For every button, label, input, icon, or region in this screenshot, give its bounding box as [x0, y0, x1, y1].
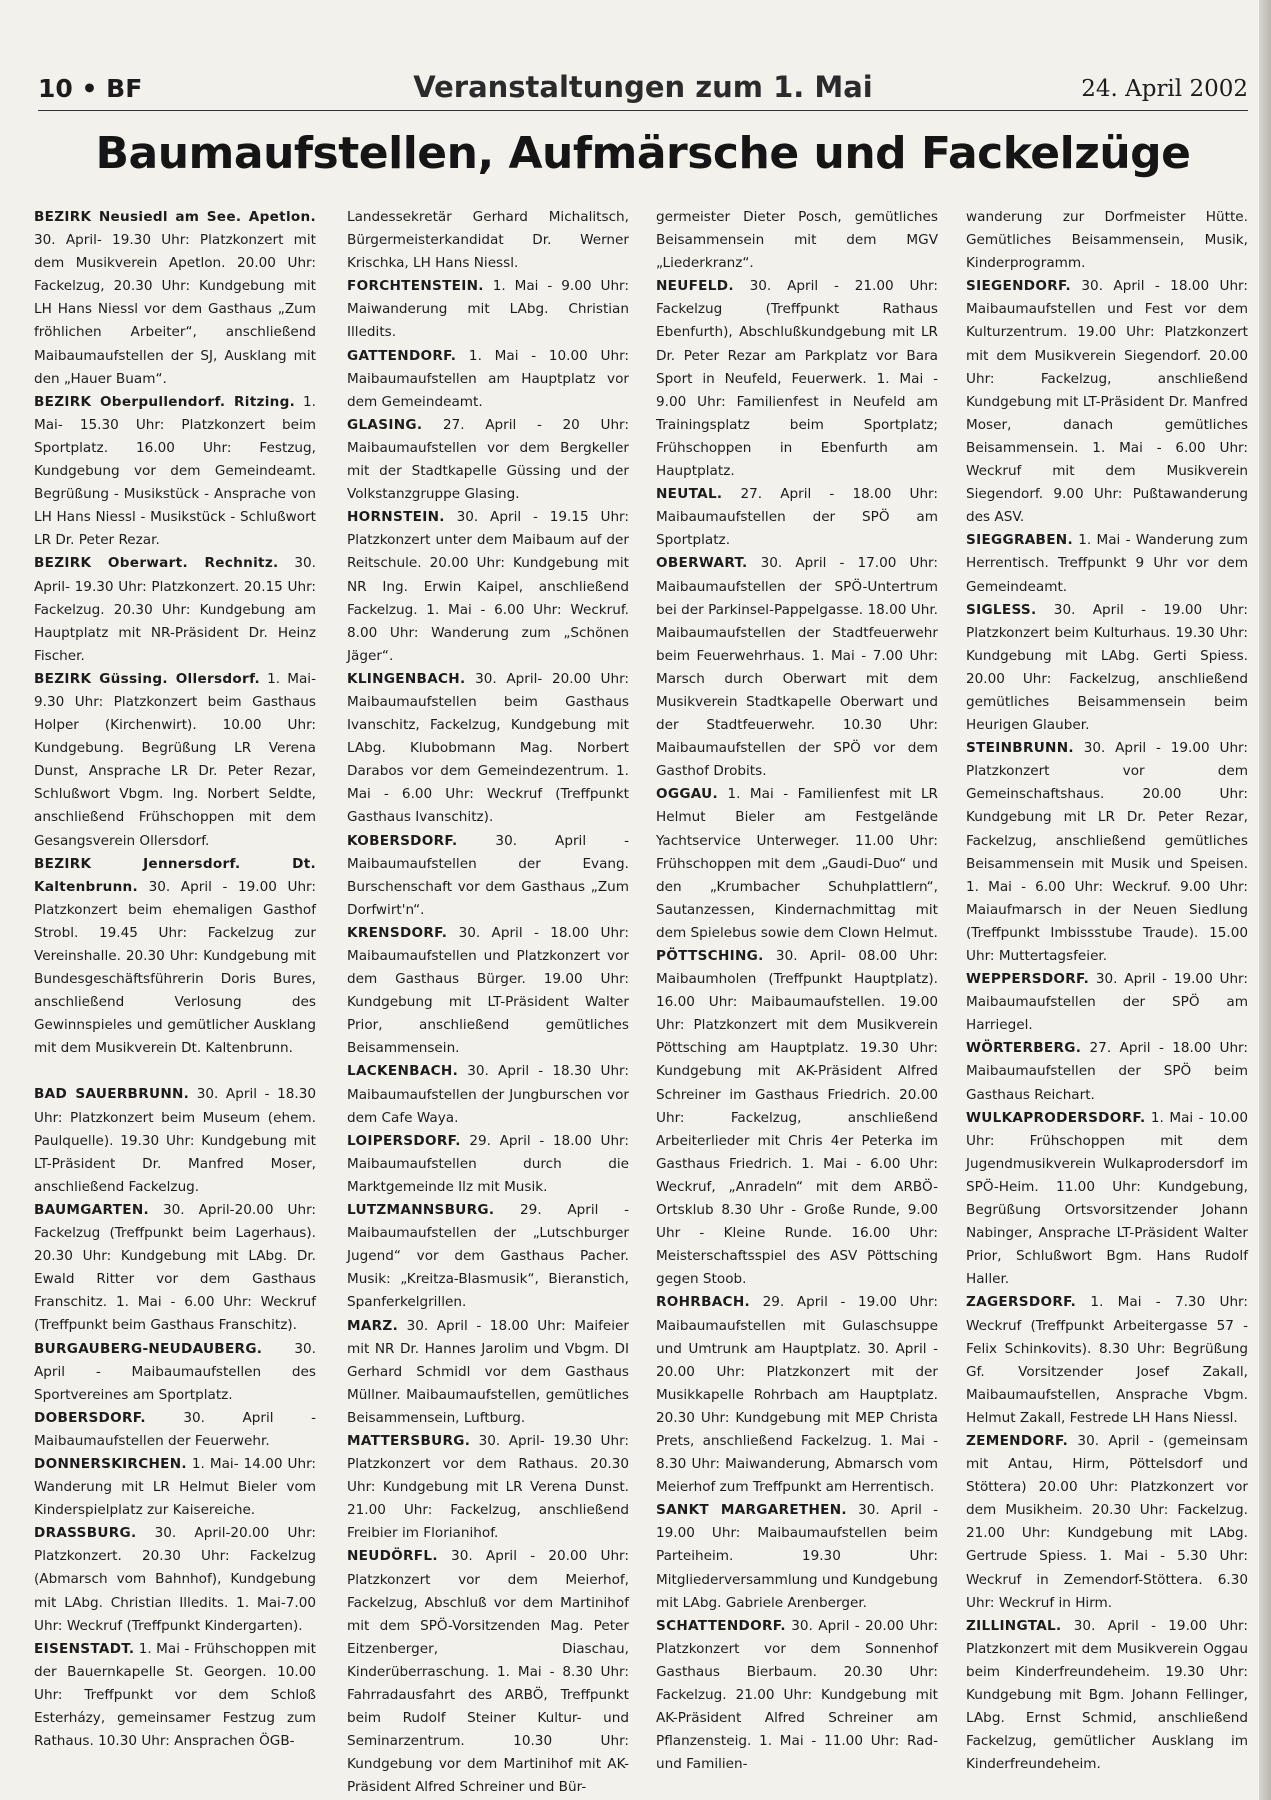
event-listing — [966, 1037, 1248, 1106]
event-listing — [34, 853, 316, 1061]
event-location: NEUTAL. — [656, 486, 723, 503]
event-location: STEINBRUNN. — [966, 740, 1074, 757]
event-details: 30. April - 20.00 Uhr: Platzkonzert vor dem Sonnenhof Gasthaus Bierbaum. 20.30 Uhr: Fackelzug. 21.00 Uhr: Kundgebung mit AK-Präsident Alfred Schreiner am Pflanzensteig. 1. Mai - 11.00 Uhr: Rad- und Familien- — [656, 1617, 938, 1773]
event-details: 30. April- 19.30 Uhr: Platzkonzert. 20.15 Uhr: Fackelzug. 20.30 Uhr: Kundgebung am Hauptplatz mit NR-Präsident Dr. Heinz Fischer. — [34, 555, 316, 664]
event-details: 30. April - 18.30 Uhr: Platzkonzert beim Museum (ehem. Paulquelle). 19.30 Uhr: Kundgebung mit LT-Präsident Dr. Manfred Moser, anschließend Fackelzug. — [34, 1086, 316, 1195]
event-listing — [347, 1430, 629, 1545]
event-listing — [656, 206, 938, 275]
event-location: HORNSTEIN. — [347, 509, 445, 526]
event-details: 1. Mai - 10.00 Uhr: Frühschoppen mit dem Jugendmusikverein Wulkaprodersdorf im SPÖ-Heim. 11.00 Uhr: Kundgebung, Begrüßung Ortsvorsitzender Johann Nabinger, Ansprache LT-Präsident Walter Prior, Schlußwort Bgm. Hans Rudolf Haller. — [966, 1109, 1248, 1288]
event-location: ROHRBACH. — [656, 1294, 750, 1311]
event-details: Landessekretär Gerhard Michalitsch, Bürgermeisterkandidat Dr. Werner Krischka, LH Hans Niessl. — [347, 209, 629, 272]
event-listing — [34, 1522, 316, 1637]
event-listing — [34, 1407, 316, 1453]
event-details: 1. Mai - 9.00 Uhr: Maiwanderung mit LAbg. Christian Illedits. — [347, 278, 629, 341]
event-listing — [656, 552, 938, 783]
event-details: 30. April -Maibaumaufstellen der Evang. Burschenschaft vor dem Gasthaus „Zum Dorfwirt'n“. — [347, 832, 629, 918]
event-details: 29. April - Maibaumaufstellen der „Lutschburger Jugend“ vor dem Gasthaus Pacher. Musik: „Kreitza-Blasmusik“, Bieranstich, Spanferkelgrillen. — [347, 1202, 629, 1311]
event-details: 1. Mai- 15.30 Uhr: Platzkonzert beim Sportplatz. 16.00 Uhr: Festzug, Kundgebung vor dem Gemeindeamt. Begrüßung - Musikstück - Ansprache von LH Hans Niessl - Musikstück - Schlußwort LR Dr. Peter Rezar. — [34, 393, 316, 549]
event-details: 30. April- 19.30 Uhr: Platzkonzert mit dem Musikverein Apetlon. 20.00 Uhr: Fackelzug, 20.30 Uhr: Kundgebung mit LH Hans Niessl vor dem Gasthaus „Zum fröhlichen Arbeiter“, anschließend Maibaumaufstellen der SJ, Ausklang mit den „Hauer Buam“. — [34, 232, 316, 387]
event-details: 1. Mai - Wanderung zum Herrentisch. Treffpunkt 9 Uhr vor dem Gemeindeamt. — [966, 532, 1248, 595]
page-number-label: 10 • BF — [38, 74, 143, 103]
event-listing — [656, 945, 938, 1291]
event-location: FORCHTENSTEIN. — [347, 278, 484, 295]
event-details: 30. April - 20.00 Uhr: Platzkonzert vor dem Meierhof, Fackelzug, Abschluß vor dem Martinihof mit dem SPÖ-Vorsitzenden Mag. Peter Eitzenberger, Diaschau, Kinderüberraschung. 1. Mai - 8.30 Uhr: Fahrradausfahrt des ARBÖ, Treffpunkt beim Rudolf Steiner Kultur- und Seminarzentrum. 10.30 Uhr: Kundgebung vor dem Martinihof mit AK-Präsident Alfred Schreiner und Bür- — [347, 1548, 629, 1796]
event-details: 30. April - 18.00 Uhr: Maibaumaufstellen und Platzkonzert vor dem Gasthaus Bürger. 19.00 Uhr: Kundgebung mit LT-Präsident Walter Prior, anschließend gemütliches Beisammensein. — [347, 924, 629, 1057]
event-details: 1. Mai - Frühschoppen mit der Bauernkapelle St. Georgen. 10.00 Uhr: Treffpunkt vor dem Schloß Esterházy, gemeinsamer Festzug zum Rathaus. 10.30 Uhr: Ansprachen ÖGB- — [34, 1640, 316, 1750]
event-listing — [347, 1315, 629, 1430]
event-listing — [34, 391, 316, 553]
event-location: MARZ. — [347, 1317, 399, 1334]
event-listing — [966, 1615, 1248, 1777]
event-location: DRASSBURG. — [34, 1525, 137, 1542]
event-listing — [347, 414, 629, 506]
section-title: Veranstaltungen zum 1. Mai — [413, 70, 873, 104]
event-location: PÖTTSCHING. — [656, 948, 764, 964]
event-listing — [347, 1060, 629, 1129]
event-listing — [34, 552, 316, 667]
event-details: 30. April - 19.15 Uhr: Platzkonzert unter dem Maibaum auf der Reitschule. 20.00 Uhr: Kundgebung mit NR Ing. Erwin Kaipel, anschließend Fackelzug. 1. Mai - 6.00 Uhr: Weckruf. 8.00 Uhr: Wanderung zum „Schönen Jäger“. — [347, 509, 629, 664]
event-listing — [656, 783, 938, 945]
event-listing — [34, 206, 316, 391]
event-details: 30. April - 19.00 Uhr: Platzkonzert mit dem Musikverein Oggau beim Kinderfreundeheim. 19.30 Uhr: Kundgebung mit Bgm. Johann Fellinger, LAbg. Ernst Schmid, anschließend Fackelzug, gemütlicher Ausklang im Kinderfreundeheim. — [966, 1617, 1248, 1773]
event-listing — [966, 599, 1248, 738]
event-details: 27. April - 18.00 Uhr: Maibaumaufstellen der SPÖ beim Gasthaus Reichart. — [966, 1040, 1248, 1103]
event-listing — [34, 1083, 316, 1198]
event-location: DOBERSDORF. — [34, 1409, 146, 1426]
event-listing — [966, 1291, 1248, 1430]
event-details: germeister Dieter Posch, gemütliches Beisammensein mit dem MGV „Liederkranz“. — [656, 209, 938, 272]
event-listing — [34, 1453, 316, 1522]
event-location: LACKENBACH. — [347, 1063, 459, 1080]
event-listing — [347, 1545, 629, 1799]
event-location: GLASING. — [347, 416, 423, 433]
event-details: 30. April- 20.00 Uhr: Maibaumaufstellen beim Gasthaus Ivanschitz, Fackelzug, Kundgebung mit LAbg. Klubobmann Mag. Norbert Darabos vor dem Gemeindezentrum. 1. Mai - 6.00 Uhr: Weckruf (Treffpunkt Gasthaus Ivanschitz). — [347, 670, 629, 826]
event-details: 30. April - 19.00 Uhr: Maibaumaufstellen beim Parteiheim. 19.30 Uhr: Mitgliederversammlung und Kundgebung mit LAbg. Gabriele Arenberger. — [656, 1502, 938, 1611]
article-body — [34, 206, 1254, 1796]
event-location: WÖRTERBERG. — [966, 1040, 1082, 1057]
event-details: 30. April-20.00 Uhr: Fackelzug (Treffpunkt beim Lagerhaus). 20.30 Uhr: Kundgebung mit LAbg. Dr. Ewald Ritter vor dem Gasthaus Franschitz. 1. Mai - 6.00 Uhr: Weckruf (Treffpunkt beim Gasthaus Franschitz). — [34, 1201, 316, 1334]
event-location: GATTENDORF. — [347, 347, 457, 364]
event-listing — [34, 1338, 316, 1407]
event-details: 27. April - 18.00 Uhr: Maibaumaufstellen der SPÖ am Sportplatz. — [656, 486, 938, 549]
event-location: BEZIRK Neusiedl am See. Apetlon. — [34, 209, 316, 225]
event-listing — [656, 483, 938, 552]
event-details: 30. April-20.00 Uhr: Platzkonzert. 20.30 Uhr: Fackelzug (Abmarsch vom Bahnhof), Kundgebung mit LAbg. Christian Illedits. 1. Mai-7.00 Uhr: Weckruf (Treffpunkt Kindergarten). — [34, 1525, 316, 1634]
event-details: 30. April - 19.00 Uhr: Maibaumaufstellen der SPÖ am Harriegel. — [966, 971, 1248, 1034]
event-details: 30. April - 18.30 Uhr: Maibaumaufstellen der Jungburschen vor dem Cafe Waya. — [347, 1063, 629, 1126]
event-location: MATTERSBURG. — [347, 1432, 471, 1449]
event-details: 30. April - 18.00 Uhr: Maifeier mit NR Dr. Hannes Jarolim und Vbgm. DI Gerhard Schmidl vor dem Gasthaus Müllner. Maibaumaufstellen, gemütliches Beisammensein, Luftburg. — [347, 1317, 629, 1426]
event-location: BEZIRK Güssing. Ollersdorf. — [34, 670, 261, 687]
event-listing — [966, 275, 1248, 529]
event-listing — [347, 668, 629, 830]
event-details: 30. April - 21.00 Uhr: Fackelzug (Treffpunkt Rathaus Ebenfurth), Abschlußkundgebung mit LR Dr. Peter Rezar am Parkplatz vor Bara Sport in Neufeld, Feuerwerk. 1. Mai - 9.00 Uhr: Familienfest in Neufeld am Trainingsplatz beim Sportplatz; Frühschoppen in Ebenfurth am Hauptplatz. — [656, 278, 938, 480]
event-details: 29. April - 18.00 Uhr: Maibaumaufstellen durch die Marktgemeinde Ilz mit Musik. — [347, 1132, 629, 1195]
article-headline: Baumaufstellen, Aufmärsche und Fackelzüge — [95, 128, 1191, 179]
event-details: 30. April - 19.00 Uhr: Platzkonzert vor dem Gemeinschaftshaus. 20.00 Uhr: Kundgebung mit LR Dr. Peter Rezar, Fackelzug, anschließend gemütliches Beisammensein mit Musik und Speisen. 1. Mai - 6.00 Uhr: Weckruf. 9.00 Uhr: Maiaufmarsch in der Neuen Siedlung (Treffpunkt Imbissstube Traude). 15.00 Uhr: Muttertagsfeier. — [966, 740, 1248, 964]
event-location: BAUMGARTEN. — [34, 1201, 149, 1218]
event-location: SIEGGRABEN. — [966, 532, 1073, 549]
event-listing — [656, 1499, 938, 1614]
page-edge-shadow — [1259, 0, 1271, 1800]
event-listing — [347, 206, 629, 275]
event-location: SANKT MARGARETHEN. — [656, 1502, 847, 1519]
event-details: 27. April - 20 Uhr: Maibaumaufstellen vor dem Bergkeller mit der Stadtkapelle Güssing und der Volkstanzgruppe Glasing. — [347, 416, 629, 503]
event-details: 1. Mai- 9.30 Uhr: Platzkonzert beim Gasthaus Holper (Kirchenwirt). 10.00 Uhr: Kundgebung. Begrüßung LR Verena Dunst, Ansprache LR Dr. Peter Rezar, Schlußwort Vbgm. Ing. Norbert Seldte, anschließend Frühschoppen mit dem Gesangsverein Ollersdorf. — [34, 670, 316, 849]
event-location: BEZIRK Jennersdorf. Dt. Kaltenbrunn. — [34, 855, 316, 895]
event-listing — [966, 1430, 1248, 1615]
event-location: ZAGERSDORF. — [966, 1294, 1077, 1311]
event-listing — [34, 1638, 316, 1753]
event-listing — [656, 275, 938, 483]
event-details: wanderung zur Dorfmeister Hütte. Gemütliches Beisammensein, Musik, Kinderprogramm. — [966, 209, 1248, 272]
event-listing — [347, 345, 629, 414]
event-location: LOIPERSDORF. — [347, 1132, 461, 1149]
event-details: 30. April - Maibaumaufstellen der Feuerwehr. — [34, 1409, 316, 1449]
event-details: 30. April - 19.00 Uhr: Platzkonzert beim Kulturhaus. 19.30 Uhr: Kundgebung mit LAbg. Gerti Spiess. 20.00 Uhr: Fackelzug, anschließend gemütliches Beisammensein beim Heurigen Glauber. — [966, 601, 1248, 734]
column-3 — [656, 206, 938, 1776]
event-listing — [966, 737, 1248, 968]
page-header — [38, 70, 1248, 111]
event-listing — [966, 206, 1248, 275]
column-4 — [966, 206, 1248, 1776]
issue-date: 24. April 2002 — [1081, 76, 1248, 102]
event-listing — [347, 830, 629, 922]
event-location: BEZIRK Oberpullendorf. Ritzing. — [34, 393, 296, 410]
event-location: OGGAU. — [656, 786, 718, 803]
event-details: 30. April- 19.30 Uhr: Platzkonzert vor dem Rathaus. 20.30 Uhr: Kundgebung mit LR Verena Dunst. 21.00 Uhr: Fackelzug, anschließend Freibier im Florianihof. — [347, 1432, 629, 1542]
event-listing — [966, 529, 1248, 598]
event-details: 30. April - 17.00 Uhr: Maibaumaufstellen der SPÖ-Untertrum bei der Parkinsel-Pappelgasse. 18.00 Uhr. Maibaumaufstellen der Stadtfeuerwehr beim Feuerwehrhaus. 1. Mai - 7.00 Uhr: Marsch durch Oberwart mit dem Musikverein Stadtkapelle Oberwart und der Stadtfeuerwehr. 10.30 Uhr: Maibaumaufstellen der SPÖ vor dem Gasthof Drobits. — [656, 555, 938, 780]
event-listing — [656, 1615, 938, 1777]
event-location: KRENSDORF. — [347, 924, 448, 941]
event-location: OBERWART. — [656, 555, 748, 572]
event-details: 29. April - 19.00 Uhr: Maibaumaufstellen mit Gulaschsuppe und Umtrunk am Hauptplatz. 30. April - 20.00 Uhr: Platzkonzert mit der Musikkapelle Rohrbach am Hauptplatz. 20.30 Uhr: Kundgebung mit MEP Christa Prets, anschließend Fackelzug. 1. Mai - 8.30 Uhr: Maiwanderung, Abmarsch vom Meierhof zum Treffpunkt am Herrentisch. — [656, 1294, 938, 1496]
event-location: WULKAPRODERSDORF. — [966, 1109, 1146, 1126]
column-1 — [34, 206, 316, 1753]
event-location: KOBERSDORF. — [347, 832, 458, 849]
event-location: ZEMENDORF. — [966, 1432, 1069, 1449]
event-details: 1. Mai - 7.30 Uhr: Weckruf (Treffpunkt Arbeitergasse 57 - Felix Schinkovits). 8.30 Uhr: Begrüßung Gf. Vorsitzender Josef Zakall, Maibaumaufstellen, Ansprache Vbgm. Helmut Zakall, Festrede LH Hans Niessl. — [966, 1294, 1248, 1426]
event-location: SIGLESS. — [966, 601, 1037, 618]
event-listing — [347, 1130, 629, 1199]
event-location: NEUFELD. — [656, 278, 734, 295]
event-location: SIEGENDORF. — [966, 278, 1072, 295]
event-location: LUTZMANNSBURG. — [347, 1202, 495, 1219]
event-listing — [34, 1199, 316, 1338]
event-details: 1. Mai - 10.00 Uhr: Maibaumaufstellen am Hauptplatz vor dem Gemeindeamt. — [347, 347, 629, 410]
event-location: BAD SAUERBRUNN. — [34, 1086, 190, 1103]
event-location: EISENSTADT. — [34, 1640, 135, 1657]
event-listing — [347, 506, 629, 668]
event-location: BEZIRK Oberwart. Rechnitz. — [34, 555, 279, 572]
event-location: BURGAUBERG-NEUDAUBERG. — [34, 1340, 263, 1357]
event-listing — [347, 1199, 629, 1314]
event-listing — [34, 668, 316, 853]
column-2 — [347, 206, 629, 1799]
event-details: 30. April - 18.00 Uhr: Maibaumaufstellen und Fest vor dem Kulturzentrum. 19.00 Uhr: Platzkonzert mit dem Musikverein Siegendorf. 20.00 Uhr: Fackelzug, anschließend Kundgebung mit LT-Präsident Dr. Manfred Moser, danach gemütliches Beisammensein. 1. Mai - 6.00 Uhr: Weckruf mit dem Musikverein Siegendorf. 9.00 Uhr: Pußtawanderung des ASV. — [966, 278, 1248, 526]
event-location: SCHATTENDORF. — [656, 1617, 786, 1634]
event-listing — [656, 1291, 938, 1499]
event-listing — [347, 275, 629, 344]
event-details: 1. Mai- 14.00 Uhr: Wanderung mit LR Helmut Bieler vom Kinderspielplatz zur Kaisereiche. — [34, 1455, 316, 1519]
event-listing — [966, 968, 1248, 1037]
event-location: ZILLINGTAL. — [966, 1617, 1062, 1634]
event-listing — [966, 1107, 1248, 1292]
event-details: 30. April - Maibaumaufstellen des Sportvereines am Sportplatz. — [34, 1340, 316, 1403]
event-location: DONNERSKIRCHEN. — [34, 1455, 187, 1472]
event-details: 30. April - (gemeinsam mit Antau, Hirm, Pöttelsdorf und Stöttera) 20.00 Uhr: Platzkonzert vor dem Musikheim. 20.30 Uhr: Fackelzug. 21.00 Uhr: Kundgebung mit LAbg. Gertrude Spiess. 1. Mai - 5.30 Uhr: Weckruf in Zemendorf-Stöttera. 6.30 Uhr: Weckruf in Hirm. — [966, 1432, 1248, 1611]
event-details: 1. Mai - Familienfest mit LR Helmut Bieler am Festgelände Yachtservice Unterweger. 11.00 Uhr: Frühschoppen mit dem „Gaudi-Duo“ und den „Krumbacher Schuhplattlern“, Sautanzessen, Kindernachmittag mit dem Spielebus sowie dem Clown Helmut. — [656, 786, 938, 941]
event-details: 30. April- 08.00 Uhr: Maibaumholen (Treffpunkt Hauptplatz). 16.00 Uhr: Maibaumaufstellen. 19.00 Uhr: Platzkonzert mit dem Musikverein Pöttsching am Hauptplatz. 19.30 Uhr: Kundgebung mit AK-Präsident Alfred Schreiner im Gasthaus Friedrich. 20.00 Uhr: Fackelzug, anschließend Arbeiterlieder mit Chris 4er Peterka im Gasthaus Friedrich. 1. Mai - 6.00 Uhr: Weckruf, „Anradeln“ mit dem ARBÖ-Ortsklub 8.30 Uhr - Große Runde, 9.00 Uhr - Kleine Runde. 16.00 Uhr: Meisterschaftsspiel des ASV Pöttsching gegen Stoob. — [656, 948, 938, 1288]
event-location: WEPPERSDORF. — [966, 971, 1090, 988]
event-listing — [347, 922, 629, 1061]
event-location: KLINGENBACH. — [347, 670, 466, 687]
event-location: NEUDÖRFL. — [347, 1548, 438, 1565]
event-details: 30. April - 19.00 Uhr: Platzkonzert beim ehemaligen Gasthof Strobl. 19.45 Uhr: Fackelzug zur Vereinshalle. 20.30 Uhr: Kundgebung mit Bundesgeschäftsführerin Doris Bures, anschließend Verlosung des Gewinnspieles und gemütlicher Ausklang mit dem Musikverein Dt. Kaltenbrunn. — [34, 878, 316, 1057]
